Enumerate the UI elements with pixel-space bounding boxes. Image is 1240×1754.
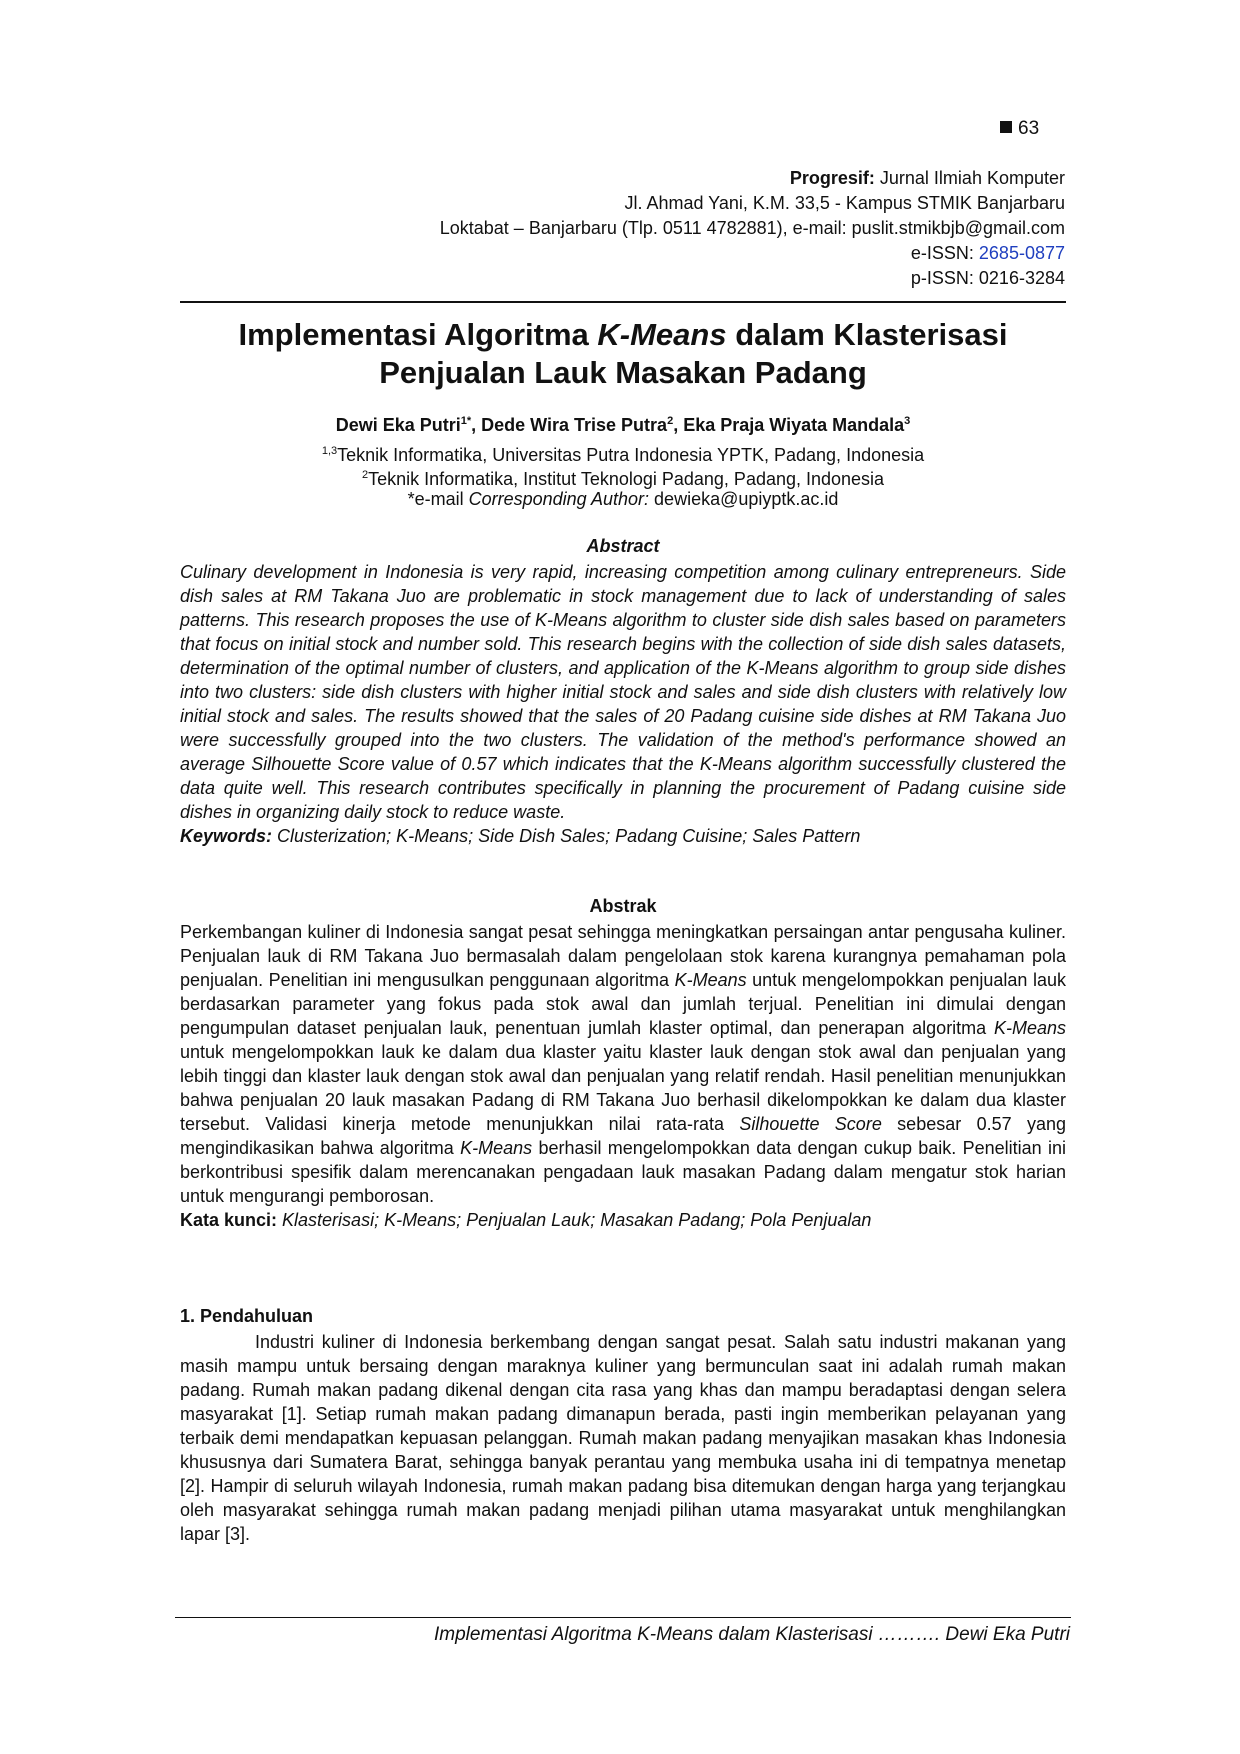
eissn: e-ISSN: 2685-0877 bbox=[910, 243, 1065, 263]
journal-name: Progresif: Jurnal Ilmiah Komputer bbox=[789, 168, 1065, 188]
section-body: Industri kuliner di Indonesia berkembang dengan sangat pesat. Salah satu industri makanan yang masih mampu untuk bersaing dengan maraknya kuliner yang bermunculan saat ini adalah rumah makan padang. Rumah makan padang dikenal dengan cita rasa yang khas dan mampu beradaptasi dengan selera masyarakat [1]. Setiap rumah makan padang dimanapun berada, pasti ingin memberikan pelayanan yang terbaik demi mendapatkan kepuasan pelanggan. Rumah makan padang menyajikan masakan khas Indonesia khususnya dari Sumatera Barat, sehingga banyak perantau yang membuka usaha ini di tempatnya menetap [2]. Hampir di seluruh wilayah Indonesia, rumah makan padang bisa ditemukan dengan harga yang terjangkau oleh masyarakat sehingga rumah makan padang menjadi pilihan utama masyarakat untuk menghilangkan lapar [3]. bbox=[180, 1332, 1066, 1544]
paper-title: Implementasi Algoritma K-Means dalam Klasterisasi Penjualan Lauk Masakan Padang bbox=[238, 317, 1008, 390]
eissn-link[interactable]: 2685-0877 bbox=[978, 243, 1065, 263]
corresponding-email: *e-mail Corresponding Author: dewieka@upiyptk.ac.id bbox=[407, 489, 839, 509]
square-bullet-icon bbox=[1000, 121, 1012, 133]
section-heading: 1. Pendahuluan bbox=[180, 1306, 314, 1326]
pissn: p-ISSN: 0216-3284 bbox=[910, 268, 1065, 288]
affiliation-1: $^{1,3}$Teknik Informatika, Universitas Putra Indonesia YPTK, Padang, Indonesia bbox=[321, 445, 925, 465]
abstract-heading: Abstract bbox=[586, 536, 660, 556]
abstrak-body: Perkembangan kuliner di Indonesia sangat pesat sehingga meningkatkan persaingan antar pengusaha kuliner. Penjualan lauk di RM Takana Juo bermasalah dalam pengelolaan stok karena kurangnya pemahaman pola penjualan. Penelitian ini mengusulkan penggunaan algoritma K-Means untuk mengelompokkan penjualan lauk berdasarkan parameter yang fokus pada stok awal dan jumlah terjual. Penelitian ini dimulai dengan pengumpulan dataset penjualan lauk, penentuan jumlah klaster optimal, dan penerapan algoritma K-Means untuk mengelompokkan lauk ke dalam dua klaster yaitu klaster lauk dengan stok awal dan penjualan yang lebih tinggi dan klaster lauk dengan stok awal dan penjualan yang relatif rendah. Hasil penelitian menunjukkan bahwa penjualan 20 lauk masakan Padang di RM Takana Juo berhasil dikelompokkan ke dalam dua klaster tersebut. Validasi kinerja metode menunjukkan nilai rata-rata Silhouette Score sebesar 0.57 yang mengindikasikan bahwa algoritma K-Means berhasil mengelompokkan data dengan cukup baik. Penelitian ini berkontribusi spesifik dalam merencanakan pengadaan lauk masakan Padang dalam mengatur stok harian untuk mengurangi pemborosan. Kata kunci: Klasterisasi; K-Means; Penjualan Lauk; Masakan Padang; Pola Penjualan bbox=[180, 922, 1066, 1230]
page-number: 63 bbox=[1000, 118, 1039, 140]
author-list: Dewi Eka Putri$^{1*}$, Dede Wira Trise Putra$^2$, Eka Praja Wiyata Mandala$^3$ bbox=[335, 415, 911, 435]
keywords: Clusterization; K-Means; Side Dish Sales; Padang Cuisine; Sales Pattern bbox=[272, 826, 861, 846]
affiliation-2: $^2$Teknik Informatika, Institut Teknologi Padang, Padang, Indonesia bbox=[361, 469, 885, 489]
abstrak-heading: Abstrak bbox=[589, 896, 657, 916]
journal-header bbox=[440, 166, 1065, 291]
header-divider bbox=[180, 301, 1066, 303]
kata-kunci: Klasterisasi; K-Means; Penjualan Lauk; Masakan Padang; Pola Penjualan bbox=[277, 1210, 872, 1230]
footer-divider bbox=[175, 1617, 1071, 1618]
running-footer: Implementasi Algoritma K-Means dalam Klasterisasi ………. Dewi Eka Putri bbox=[434, 1624, 1070, 1645]
keywords-label: Keywords: bbox=[180, 826, 273, 846]
kata-kunci-label: Kata kunci: bbox=[180, 1210, 278, 1230]
journal-address-2: Loktabat – Banjarbaru (Tlp. 0511 4782881), e-mail: puslit.stmikbjb@gmail.com bbox=[439, 218, 1065, 238]
abstract-body: Culinary development in Indonesia is very rapid, increasing competition among culinary entrepreneurs. Side dish sales at RM Takana Juo are problematic in stock management due to lack of understanding of sales patterns. This research proposes the use of K-Means algorithm to cluster side dish sales based on parameters that focus on initial stock and number sold. This research begins with the collection of side dish sales datasets, determination of the optimal number of clusters, and application of the K-Means algorithm to group side dishes into two clusters: side dish clusters with higher initial stock and sales and side dish clusters with relatively low initial stock and sales. The results showed that the sales of 20 Padang cuisine side dishes at RM Takana Juo were successfully grouped into the two clusters. The validation of the method's performance showed an average Silhouette Score value of 0.57 which indicates that the K-Means algorithm successfully clustered the data quite well. This research contributes specifically in planning the procurement of Padang cuisine side dishes in organizing daily stock to reduce waste. Keywords: Clusterization; K-Means; Side Dish Sales; Padang Cuisine; Sales Pattern bbox=[180, 562, 1066, 846]
journal-address-1: Jl. Ahmad Yani, K.M. 33,5 - Kampus STMIK Banjarbaru bbox=[624, 193, 1065, 213]
